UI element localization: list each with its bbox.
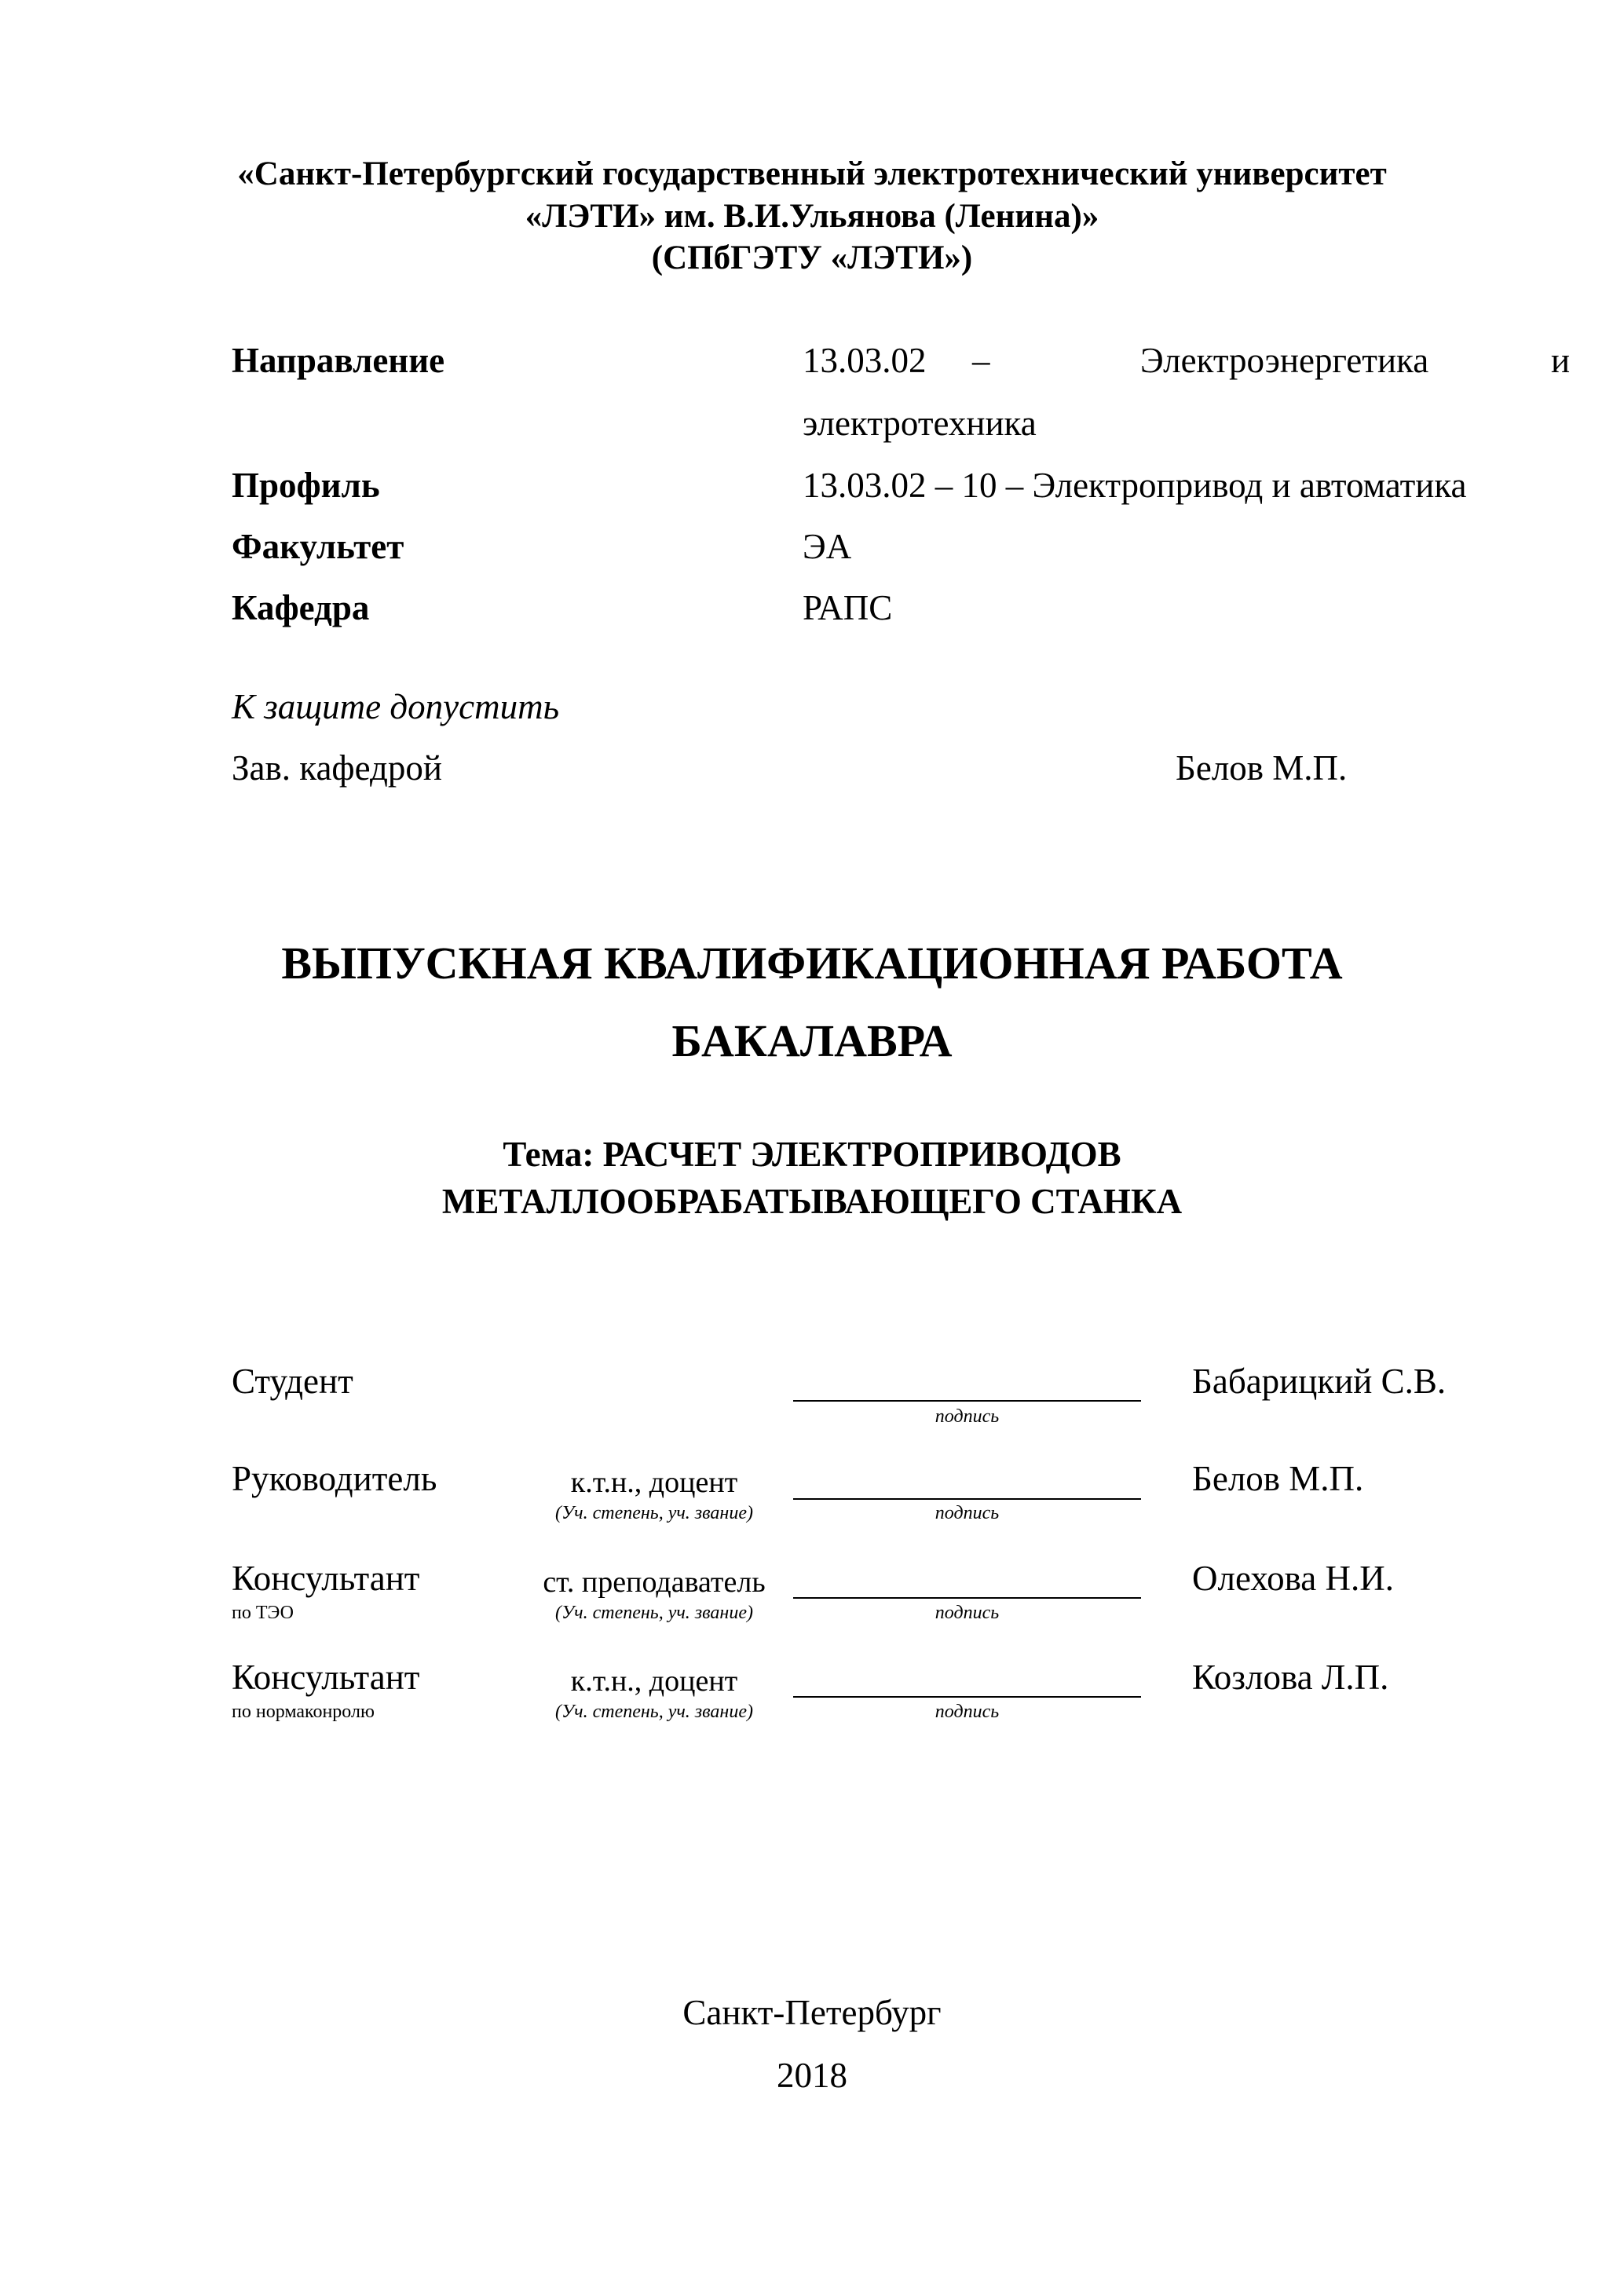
direction-dash: –: [972, 341, 990, 380]
footer-city: Санкт-Петербург: [682, 1993, 942, 2032]
department-value: РАПС: [803, 588, 893, 627]
consultant-teo-signature-line: [793, 1597, 1141, 1599]
consultant-teo-degree: ст. преподаватель: [543, 1566, 766, 1599]
consultant-norm-signature-caption: подпись: [935, 1702, 1000, 1722]
supervisor-role: Руководитель: [232, 1459, 437, 1498]
consultant-teo-name: Олехова Н.И.: [1192, 1559, 1394, 1598]
university-abbreviation: (СПбГЭТУ «ЛЭТИ»): [651, 239, 973, 276]
consultant-teo-degree-caption: (Уч. степень, уч. звание): [555, 1603, 753, 1623]
department-label: Кафедра: [232, 588, 370, 627]
thesis-topic-line2: МЕТАЛЛООБРАБАТЫВАЮЩЕГО СТАНКА: [441, 1182, 1183, 1221]
university-name-line2: «ЛЭТИ» им. В.И.Ульянова (Ленина)»: [525, 198, 1099, 235]
supervisor-name: Белов М.П.: [1192, 1459, 1364, 1498]
consultant-norm-subrole: по нормаконролю: [232, 1702, 375, 1722]
direction-name-part2: электротехника: [803, 404, 1037, 443]
supervisor-signature-line: [793, 1498, 1141, 1500]
consultant-norm-name: Козлова Л.П.: [1192, 1658, 1389, 1697]
department-head-label: Зав. кафедрой: [232, 748, 442, 788]
profile-label: Профиль: [232, 466, 380, 505]
consultant-norm-degree: к.т.н., доцент: [570, 1665, 738, 1698]
footer-year: 2018: [777, 2056, 847, 2095]
consultant-teo-signature-caption: подпись: [935, 1603, 1000, 1623]
direction-name-part1: Электроэнергетика: [1140, 341, 1429, 380]
department-head-name: Белов М.П.: [1176, 748, 1348, 788]
consultant-norm-signature-line: [793, 1696, 1141, 1698]
supervisor-degree: к.т.н., доцент: [570, 1466, 738, 1499]
admission-note: К защите допустить: [232, 687, 560, 726]
faculty-value: ЭА: [803, 527, 852, 566]
profile-value: 13.03.02 – 10 – Электропривод и автоматика: [803, 466, 1467, 505]
document-title-line1: ВЫПУСКНАЯ КВАЛИФИКАЦИОННАЯ РАБОТА: [281, 938, 1343, 989]
direction-label: Направление: [232, 341, 445, 380]
student-role: Студент: [232, 1362, 353, 1401]
student-signature-line: [793, 1400, 1141, 1402]
document-title-line2: БАКАЛАВРА: [671, 1015, 953, 1066]
supervisor-signature-caption: подпись: [935, 1503, 1000, 1523]
university-name-line1: «Санкт-Петербургский государственный электротехнический университет: [237, 155, 1387, 192]
student-signature-caption: подпись: [935, 1406, 1000, 1427]
faculty-label: Факультет: [232, 527, 404, 566]
consultant-teo-role: Консультант: [232, 1559, 420, 1598]
student-name: Бабарицкий С.В.: [1192, 1362, 1447, 1401]
consultant-norm-role: Консультант: [232, 1658, 420, 1697]
supervisor-degree-caption: (Уч. степень, уч. звание): [555, 1503, 753, 1523]
consultant-teo-subrole: по ТЭО: [232, 1603, 294, 1623]
direction-name-conjunction: и: [1551, 341, 1571, 380]
thesis-topic-line1: Тема: РАСЧЕТ ЭЛЕКТРОПРИВОДОВ: [503, 1135, 1121, 1174]
consultant-norm-degree-caption: (Уч. степень, уч. звание): [555, 1702, 753, 1722]
direction-code: 13.03.02: [803, 341, 927, 380]
